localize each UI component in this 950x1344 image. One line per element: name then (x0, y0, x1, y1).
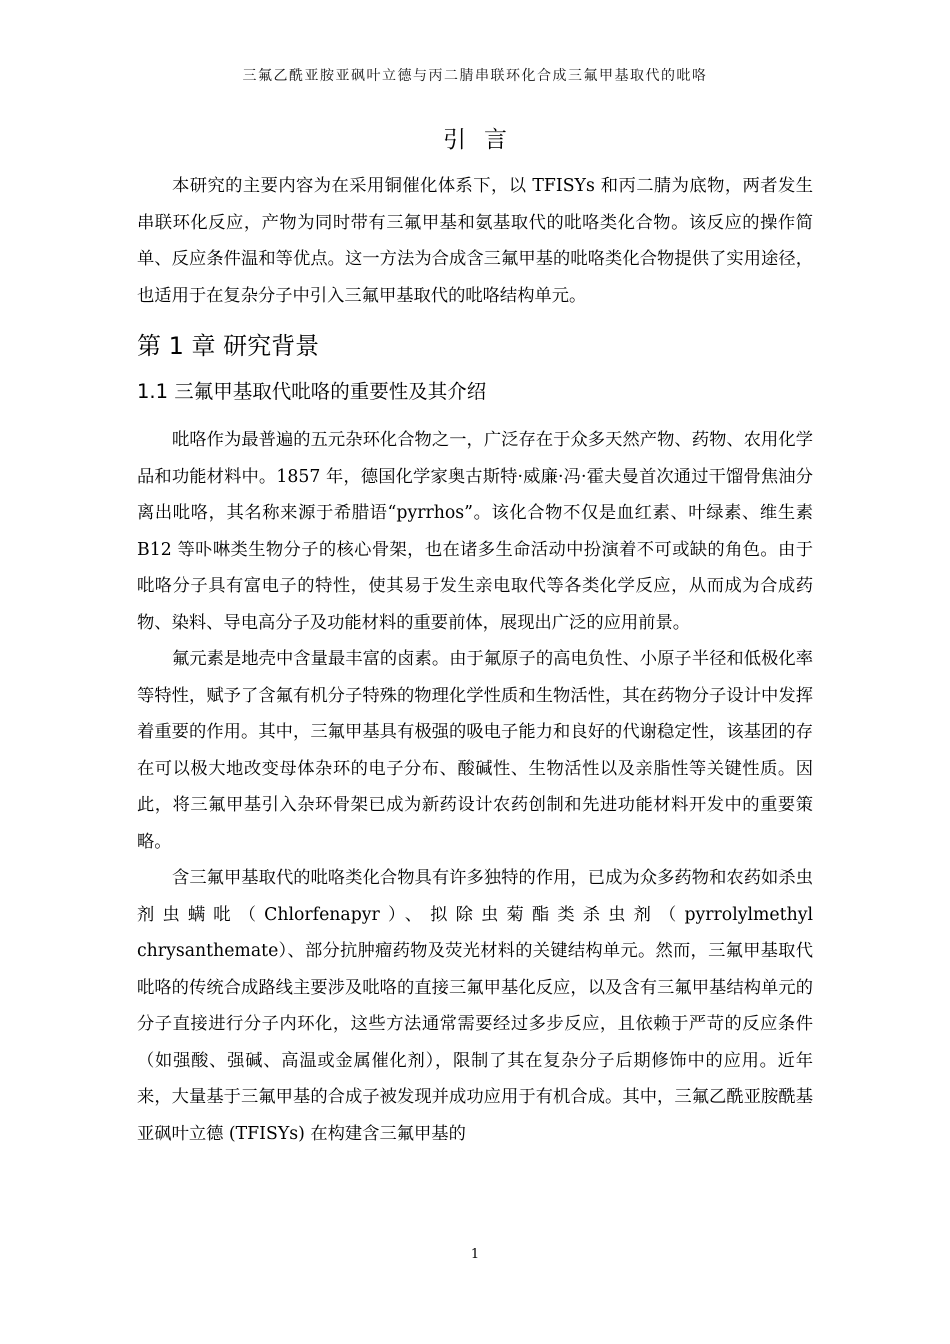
section-title: 1.1 三氟甲基取代吡咯的重要性及其介绍 (137, 380, 487, 403)
intro-title: 引言 (443, 127, 525, 153)
chapter-title: 第 1 章 研究背景 (137, 332, 320, 360)
body-paragraph-1: 吡咯作为最普遍的五元杂环化合物之一，广泛存在于众多天然产物、药物、农用化学品和功能材料中。1857 年，德国化学家奥古斯特·威廉·冯·霍夫曼首次通过干馏骨焦油分离出吡咯，其名称来源于希腊语“pyrrhos”。该化合物不仅是血红素、叶绿素、维生素 B12 等卟啉类生物分子的核心骨架，也在诸多生命活动中扮演着不可或缺的角色。由于吡咯分子具有富电子的特性，使其易于发生亲电取代等各类化学反应，从而成为合成药物、染料、导电高分子及功能材料的重要前体，展现出广泛的应用前景。 (137, 430, 813, 633)
intro-paragraph: 本研究的主要内容为在采用铜催化体系下，以 TFISYs 和丙二腈为底物，两者发生串联环化反应，产物为同时带有三氟甲基和氨基取代的吡咯类化合物。该反应的操作简单、反应条件温和等优点。这一方法为合成含三氟甲基的吡咯类化合物提供了实用途径，也适用于在复杂分子中引入三氟甲基取代的吡咯结构单元。 (137, 176, 813, 306)
body-paragraph-2: 氟元素是地壳中含量最丰富的卤素。由于氟原子的高电负性、小原子半径和低极化率等特性，赋予了含氟有机分子特殊的物理化学性质和生物活性，其在药物分子设计中发挥着重要的作用。其中，三氟甲基具有极强的吸电子能力和良好的代谢稳定性，该基团的存在可以极大地改变母体杂环的电子分布、酸碱性、生物活性以及亲脂性等关键性质。因此，将三氟甲基引入杂环骨架已成为新药设计农药创制和先进功能材料开发中的重要策略。 (137, 649, 813, 852)
body-paragraph-3: 含三氟甲基取代的吡咯类化合物具有许多独特的作用，已成为众多药物和农药如杀虫剂虫螨吡（Chlorfenapyr）、拟除虫菊酯类杀虫剂（pyrrolylmethyl chrysanthemate）、部分抗肿瘤药物及荧光材料的关键结构单元。然而，三氟甲基取代吡咯的传统合成路线主要涉及吡咯的直接三氟甲基化反应，以及含有三氟甲基结构单元的分子直接进行分子内环化，这些方法通常需要经过多步反应，且依赖于严苛的反应条件（如强酸、强碱、高温或金属催化剂），限制了其在复杂分子后期修饰中的应用。近年来，大量基于三氟甲基的合成子被发现并成功应用于有机合成。其中，三氟乙酰亚胺酰基亚砜叶立德 (TFISYs) 在构建含三氟甲基的 (137, 868, 813, 1144)
running-header: 三氟乙酰亚胺亚砜叶立德与丙二腈串联环化合成三氟甲基取代的吡咯 (242, 68, 708, 84)
page-content (137, 118, 813, 1152)
page-number: 1 (470, 1247, 480, 1262)
